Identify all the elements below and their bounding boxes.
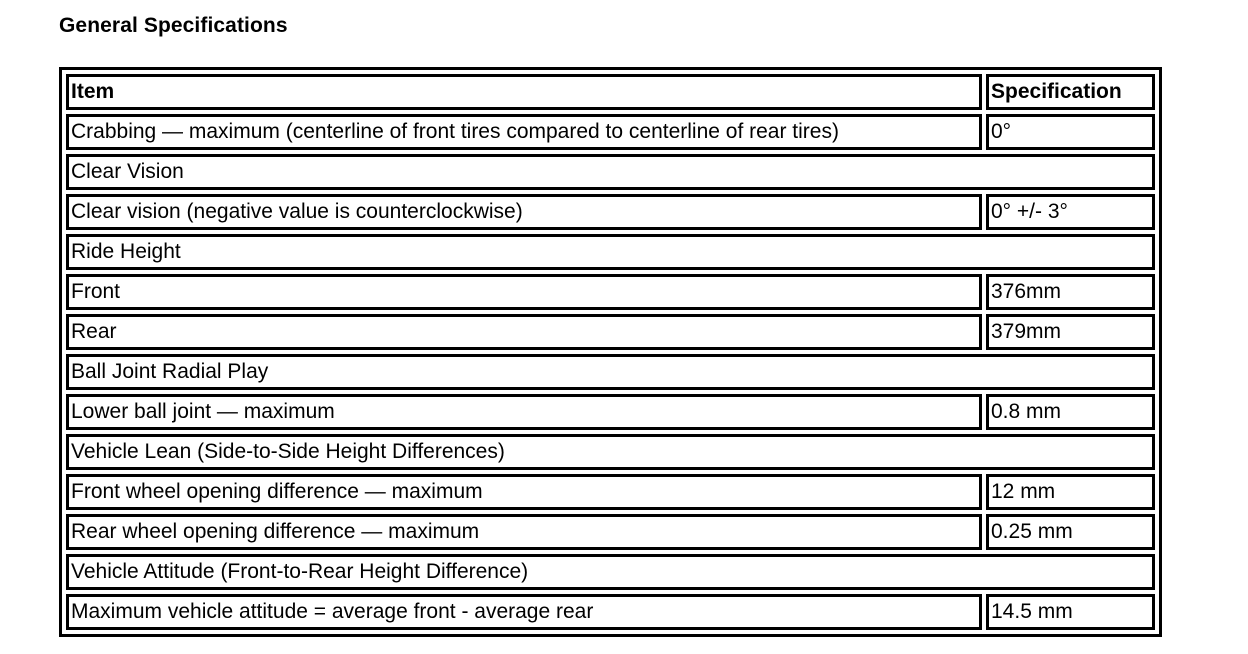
item-cell: Clear vision (negative value is counterclockwise) [66, 194, 982, 230]
section-heading-cell: Clear Vision [66, 154, 1155, 190]
table-row [66, 474, 1155, 510]
item-cell: Rear wheel opening difference — maximum [66, 514, 982, 550]
table-header-row [66, 74, 1155, 110]
item-cell: Crabbing — maximum (centerline of front tires compared to centerline of rear tires) [66, 114, 982, 150]
table-row [66, 114, 1155, 150]
table-row [66, 194, 1155, 230]
section-row [66, 154, 1155, 190]
section-row [66, 434, 1155, 470]
item-cell: Front [66, 274, 982, 310]
item-cell: Lower ball joint — maximum [66, 394, 982, 430]
table-row [66, 594, 1155, 630]
spec-cell: 379mm [986, 314, 1155, 350]
table-row [66, 394, 1155, 430]
section-row [66, 354, 1155, 390]
spec-cell: 0.25 mm [986, 514, 1155, 550]
item-cell: Maximum vehicle attitude = average front - average rear [66, 594, 982, 630]
section-heading-cell: Ride Height [66, 234, 1155, 270]
table-row [66, 514, 1155, 550]
spec-cell: 14.5 mm [986, 594, 1155, 630]
section-row [66, 554, 1155, 590]
specifications-table [59, 67, 1162, 637]
spec-cell: 0.8 mm [986, 394, 1155, 430]
header-specification: Specification [986, 74, 1155, 110]
item-cell: Rear [66, 314, 982, 350]
section-heading-cell: Ball Joint Radial Play [66, 354, 1155, 390]
header-item: Item [66, 74, 982, 110]
section-heading-cell: Vehicle Attitude (Front-to-Rear Height Difference) [66, 554, 1155, 590]
spec-cell: 0° +/- 3° [986, 194, 1155, 230]
spec-cell: 0° [986, 114, 1155, 150]
spec-cell: 376mm [986, 274, 1155, 310]
section-row [66, 234, 1155, 270]
item-cell: Front wheel opening difference — maximum [66, 474, 982, 510]
table-row [66, 274, 1155, 310]
section-heading-cell: Vehicle Lean (Side-to-Side Height Differences) [66, 434, 1155, 470]
page-title: General Specifications [59, 14, 288, 37]
spec-cell: 12 mm [986, 474, 1155, 510]
table-row [66, 314, 1155, 350]
